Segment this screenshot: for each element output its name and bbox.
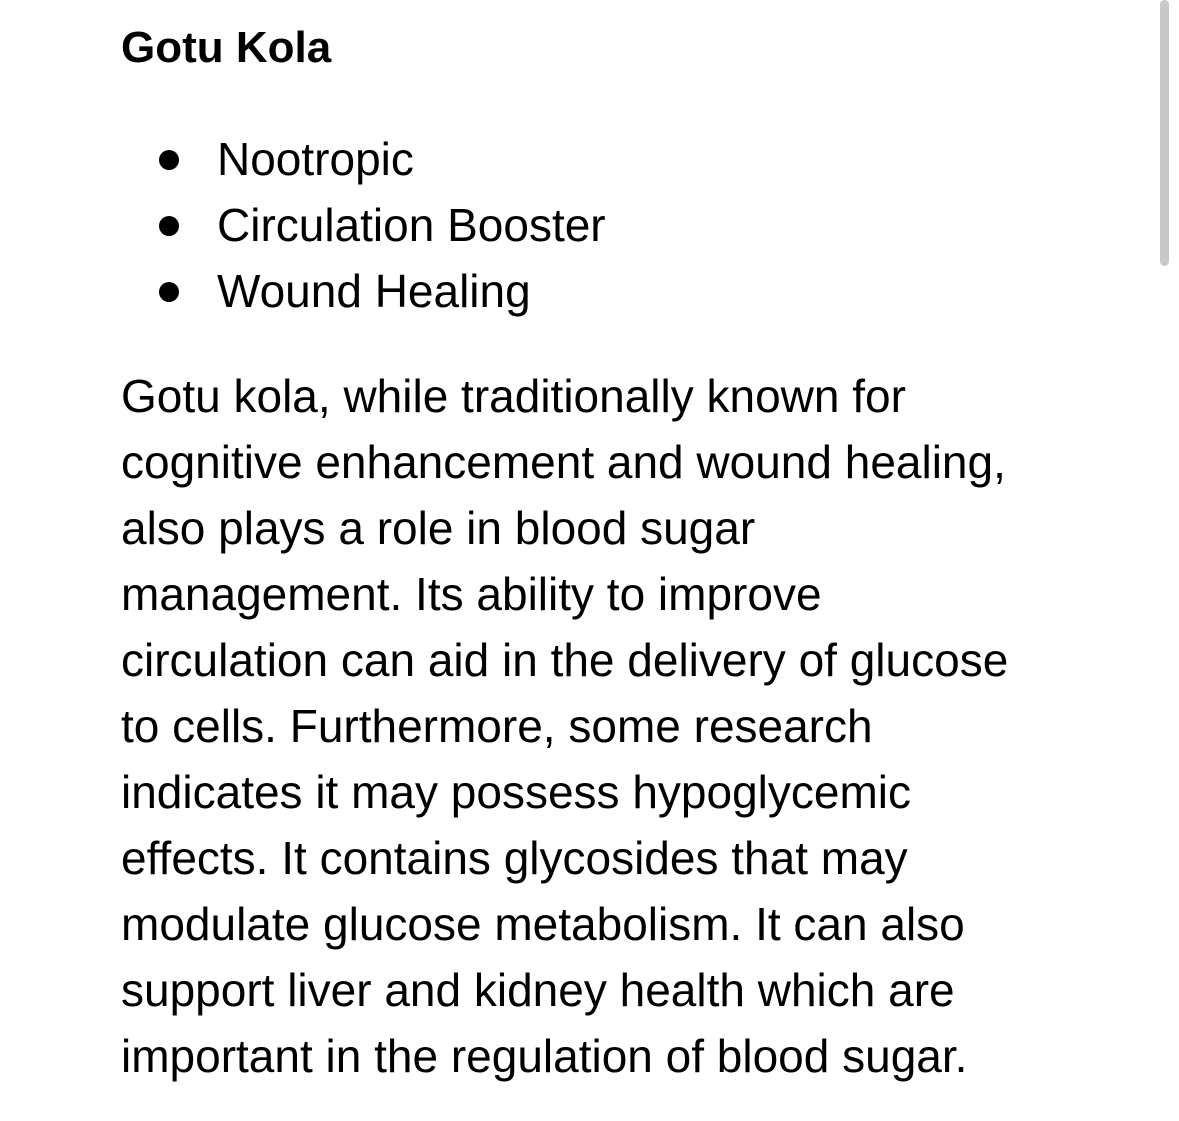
paragraph-line: circulation can aid in the delivery of glucose — [121, 634, 1009, 686]
paragraph-line: management. Its ability to improve — [121, 568, 822, 620]
list-item-label: Circulation Booster — [217, 199, 606, 251]
description-paragraph — [121, 363, 1096, 1089]
paragraph-line: also plays a role in blood sugar — [121, 502, 756, 554]
paragraph-line: indicates it may possess hypoglycemic — [121, 766, 911, 818]
bullet-icon — [159, 282, 179, 302]
paragraph-line: cognitive enhancement and wound healing, — [121, 436, 1006, 488]
bullet-icon — [159, 216, 179, 236]
list-item-label: Nootropic — [217, 133, 414, 185]
paragraph-line: modulate glucose metabolism. It can also — [121, 898, 965, 950]
bullet-icon — [159, 150, 179, 170]
vertical-scrollbar[interactable] — [1160, 0, 1169, 266]
paragraph-line: to cells. Furthermore, some research — [121, 700, 873, 752]
section-title: Gotu Kola — [121, 23, 332, 72]
paragraph-line: Gotu kola, while traditionally known for — [121, 370, 906, 422]
paragraph-line: support liver and kidney health which are — [121, 964, 955, 1016]
paragraph-line: important in the regulation of blood sugar. — [121, 1030, 968, 1082]
list-item-label: Wound Healing — [217, 265, 531, 317]
paragraph-line: effects. It contains glycosides that may — [121, 832, 908, 884]
